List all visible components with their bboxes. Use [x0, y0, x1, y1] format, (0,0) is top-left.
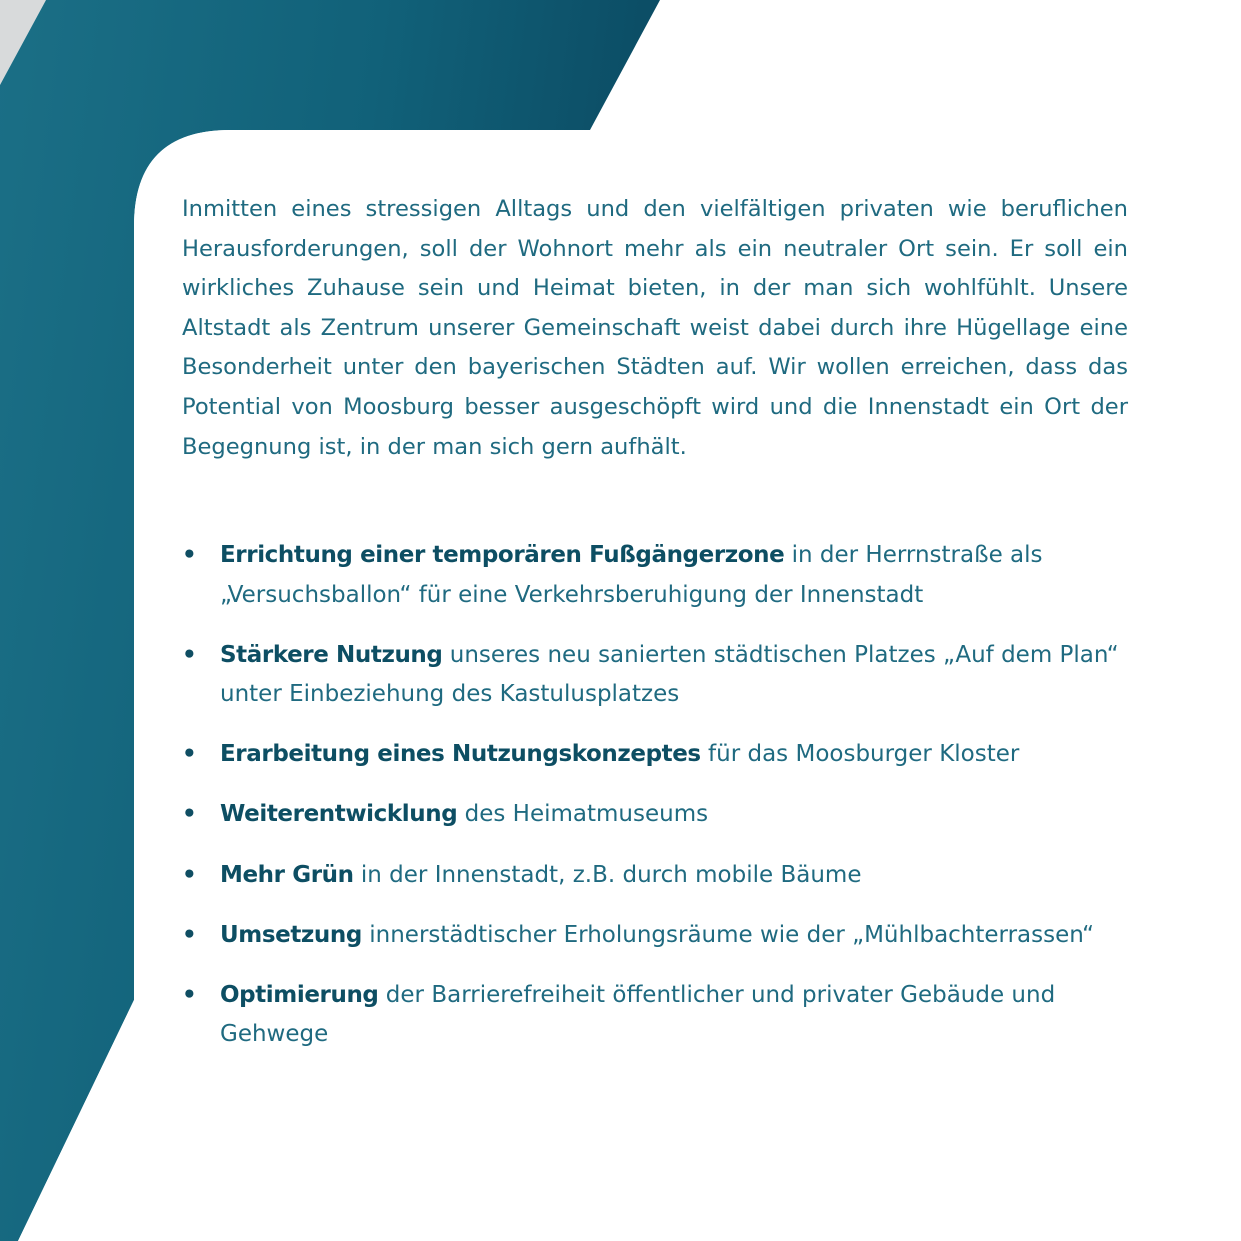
list-item	[182, 976, 1132, 1055]
list-item	[182, 916, 1132, 956]
list-item-bold: Mehr Grün	[220, 861, 354, 888]
list-item-text: in der Innenstadt, z.B. durch mobile Bäume	[353, 861, 862, 888]
bullet-icon: •	[182, 981, 197, 1008]
list-item-text: der Barrierefreiheit öffentlicher und privater Gebäude und Gehwege	[220, 981, 1056, 1048]
list-item-bold: Stärkere Nutzung	[220, 641, 443, 668]
list-item-text: für das Moosburger Kloster	[700, 741, 1020, 768]
list-item-text: unseres neu sanierten städtischen Platzes „Auf dem Plan“ unter Einbeziehung des Kastulusplatzes	[220, 641, 1119, 708]
list-item-bold: Errichtung einer temporären Fußgängerzone	[220, 542, 785, 568]
list-item	[182, 536, 1132, 615]
list-item	[182, 735, 1132, 775]
list-item-bold: Optimierung	[220, 981, 379, 1008]
intro-paragraph: Inmitten eines stressigen Alltags und den vielfältigen privaten wie beruflichen Herausforderungen, soll der Wohnort mehr als ein neutraler Ort sein. Er soll ein wirkliches Zuhause sein und Heimat bieten, in der man sich wohlfühlt. Unsere Altstadt als Zentrum unserer Gemeinschaft weist dabei durch ihre Hügellage eine Besonderheit unter den bayerischen Städten auf. Wir wollen erreichen, dass das Potential von Moosburg besser ausgeschöpft wird und die Innenstadt ein Ort der Begegnung ist, in der man sich gern aufhält.	[182, 196, 1128, 460]
list-item-bold: Umsetzung	[220, 921, 362, 948]
bullet-icon: •	[182, 542, 197, 568]
bullet-icon: •	[182, 741, 197, 768]
list-item	[182, 636, 1132, 715]
list-item-text: in der Herrnstraße als „Versuchsballon“ für eine Verkehrsberuhigung der Innenstadt	[220, 542, 1043, 608]
list-item-text: des Heimatmuseums	[457, 801, 709, 828]
list-item-text: innerstädtischer Erholungsräume wie der „Mühlbachterrassen“	[361, 921, 1095, 948]
bullet-icon: •	[182, 921, 197, 948]
list-item	[182, 795, 1132, 835]
goals-list	[182, 536, 1132, 1075]
list-item-bold: Weiterentwicklung	[220, 801, 458, 828]
list-item-bold: Erarbeitung eines Nutzungskonzeptes	[220, 741, 701, 768]
bullet-icon: •	[182, 801, 197, 828]
bullet-icon: •	[182, 641, 197, 668]
list-item	[182, 856, 1132, 896]
bullet-icon: •	[182, 861, 197, 888]
